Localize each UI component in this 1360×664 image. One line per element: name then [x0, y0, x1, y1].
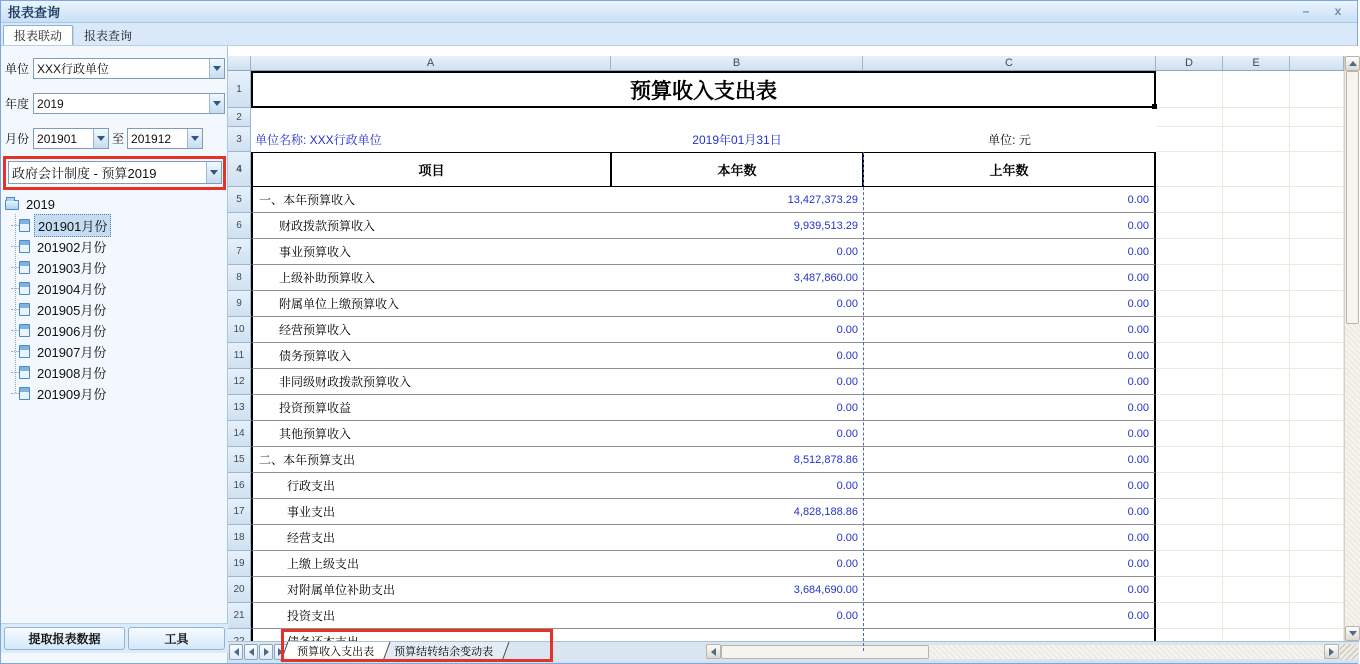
- row-number-cell[interactable]: 14: [228, 421, 251, 447]
- current-year-cell[interactable]: 0.00: [611, 395, 863, 421]
- table-row: [228, 291, 1344, 317]
- document-icon: [19, 282, 30, 295]
- item-label-cell[interactable]: 一、本年预算收入: [251, 187, 611, 213]
- item-label-cell[interactable]: 上缴上级支出: [251, 551, 611, 577]
- month-to-dropdown-icon[interactable]: [187, 129, 202, 148]
- current-year-cell[interactable]: 0.00: [611, 343, 863, 369]
- item-label-cell[interactable]: 上级补助预算收入: [251, 265, 611, 291]
- document-icon: [19, 303, 30, 316]
- month-label: 月份: [5, 132, 30, 146]
- current-year-cell[interactable]: 0.00: [611, 473, 863, 499]
- previous-year-cell[interactable]: 0.00: [863, 239, 1156, 265]
- previous-year-cell[interactable]: 0.00: [863, 395, 1156, 421]
- tree-item-201904月份[interactable]: 201904月份: [19, 278, 223, 299]
- current-year-cell[interactable]: 9,939,513.29: [611, 213, 863, 239]
- previous-year-header-cell[interactable]: 上年数: [863, 152, 1156, 187]
- document-icon: [19, 324, 30, 337]
- tree-item-201905月份[interactable]: 201905月份: [19, 299, 223, 320]
- unit-name-cell[interactable]: 单位名称: XXX行政单位: [255, 133, 382, 147]
- current-year-cell[interactable]: 0.00: [611, 525, 863, 551]
- previous-year-cell[interactable]: 0.00: [863, 603, 1156, 629]
- table-row: [228, 265, 1344, 291]
- item-label-cell[interactable]: 对附属单位补助支出: [251, 577, 611, 603]
- sheet-grid: [228, 56, 1344, 641]
- sheet-tab-2[interactable]: 预算结转结余变动表: [378, 642, 510, 661]
- tree-item-201902月份[interactable]: 201902月份: [19, 236, 223, 257]
- row-number-cell[interactable]: 11: [228, 343, 251, 369]
- scroll-down-icon[interactable]: [1345, 626, 1360, 641]
- title-row: [228, 71, 1344, 108]
- table-row: [228, 369, 1344, 395]
- period-tree: [5, 194, 223, 404]
- row-number-cell[interactable]: 8: [228, 265, 251, 291]
- open-folder-icon: [5, 200, 19, 210]
- current-year-header-cell[interactable]: 本年数: [611, 152, 863, 187]
- report-spreadsheet: [228, 46, 1359, 663]
- top-tab-1[interactable]: 报表联动: [3, 25, 73, 45]
- table-row: [228, 473, 1344, 499]
- document-icon: [19, 366, 30, 379]
- row-number-cell[interactable]: 19: [228, 551, 251, 577]
- row-number-cell[interactable]: 2: [228, 108, 251, 127]
- tree-root-2019[interactable]: [5, 194, 223, 215]
- tree-item-201903月份[interactable]: 201903月份: [19, 257, 223, 278]
- table-row: [228, 525, 1344, 551]
- previous-year-cell[interactable]: 0.00: [863, 343, 1156, 369]
- meta-row: [228, 127, 1344, 152]
- year-label: 年度: [5, 97, 30, 111]
- previous-year-cell[interactable]: 0.00: [863, 525, 1156, 551]
- table-row: [228, 603, 1344, 629]
- table-header-row: [228, 152, 1344, 187]
- table-row: [228, 499, 1344, 525]
- previous-year-cell[interactable]: 0.00: [863, 551, 1156, 577]
- previous-year-cell[interactable]: 0.00: [863, 473, 1156, 499]
- document-icon: [19, 240, 30, 253]
- item-label-cell[interactable]: 投资预算收益: [251, 395, 611, 421]
- page-break-line: [863, 152, 864, 651]
- window-title: 报表查询: [8, 5, 61, 20]
- year-dropdown-icon[interactable]: [209, 94, 224, 113]
- previous-year-cell[interactable]: 0.00: [863, 421, 1156, 447]
- year-value: 2019: [37, 96, 64, 111]
- current-year-cell[interactable]: 13,427,373.29: [611, 187, 863, 213]
- table-row: [228, 239, 1344, 265]
- title-bar: [1, 1, 1357, 23]
- month-from-dropdown-icon[interactable]: [93, 129, 108, 148]
- tree-connector-line: [15, 214, 16, 393]
- column-header-filler: [1290, 56, 1344, 71]
- to-label: 至: [112, 132, 125, 146]
- current-year-cell[interactable]: 8,512,878.86: [611, 447, 863, 473]
- row-number-cell[interactable]: 10: [228, 317, 251, 343]
- year-combobox[interactable]: [33, 93, 225, 114]
- item-label-cell[interactable]: 事业支出: [251, 499, 611, 525]
- sheet-nav-buttons: [229, 644, 288, 660]
- table-row: [228, 317, 1344, 343]
- column-header-row: [228, 56, 1344, 71]
- row-number-cell[interactable]: 5: [228, 187, 251, 213]
- table-row: [228, 343, 1344, 369]
- previous-sheet-button[interactable]: [244, 644, 258, 660]
- document-icon: [19, 219, 30, 232]
- accounting-scheme-value: 政府会计制度 - 预算2019: [12, 166, 157, 181]
- current-year-cell[interactable]: 0.00: [611, 239, 863, 265]
- scroll-right-icon[interactable]: [1324, 644, 1339, 659]
- unit-value: XXX行政单位: [37, 62, 110, 76]
- tree-item-201908月份[interactable]: 201908月份: [19, 362, 223, 383]
- top-tab-2[interactable]: 报表查询: [73, 25, 142, 45]
- vertical-scroll-thumb[interactable]: [1346, 71, 1359, 324]
- item-label-cell[interactable]: 非同级财政拨款预算收入: [251, 369, 611, 395]
- fill-handle[interactable]: [1152, 104, 1157, 109]
- previous-year-cell[interactable]: 0.00: [863, 317, 1156, 343]
- column-header-e[interactable]: E: [1223, 56, 1290, 71]
- extract-report-data-button[interactable]: 提取报表数据: [4, 627, 125, 650]
- document-icon: [19, 261, 30, 274]
- previous-year-cell[interactable]: 0.00: [863, 577, 1156, 603]
- row-number-cell[interactable]: 6: [228, 213, 251, 239]
- item-label-cell[interactable]: 债务预算收入: [251, 343, 611, 369]
- current-year-cell[interactable]: 3,487,860.00: [611, 265, 863, 291]
- item-label-cell[interactable]: 财政拨款预算收入: [251, 213, 611, 239]
- unit-note-cell[interactable]: 单位: 元: [988, 133, 1031, 147]
- previous-year-cell[interactable]: 0.00: [863, 499, 1156, 525]
- month-to-combobox[interactable]: [127, 128, 203, 149]
- horizontal-scroll-track[interactable]: [929, 645, 1324, 659]
- column-header-d[interactable]: D: [1156, 56, 1223, 71]
- row-number-cell[interactable]: 15: [228, 447, 251, 473]
- report-title-cell[interactable]: [251, 71, 1156, 108]
- row-number-cell[interactable]: 1: [228, 71, 251, 108]
- row-number-cell[interactable]: 20: [228, 577, 251, 603]
- next-sheet-button[interactable]: [259, 644, 273, 660]
- item-label-cell[interactable]: 附属单位上缴预算收入: [251, 291, 611, 317]
- row-number-cell[interactable]: 12: [228, 369, 251, 395]
- month-from-value: 201901: [37, 131, 78, 146]
- close-button[interactable]: x: [1334, 4, 1342, 18]
- row-number-cell[interactable]: 17: [228, 499, 251, 525]
- tree-root-label: 2019: [26, 197, 55, 212]
- column-header-c[interactable]: C: [863, 56, 1156, 71]
- item-label-cell[interactable]: 经营支出: [251, 525, 611, 551]
- vertical-scroll-track[interactable]: [1345, 324, 1360, 626]
- current-year-cell[interactable]: 0.00: [611, 291, 863, 317]
- minimize-button[interactable]: –: [1302, 4, 1310, 18]
- row-number-cell[interactable]: 9: [228, 291, 251, 317]
- table-row: [228, 551, 1344, 577]
- current-year-cell[interactable]: 4,828,188.86: [611, 499, 863, 525]
- previous-year-cell[interactable]: 0.00: [863, 291, 1156, 317]
- current-year-cell[interactable]: 0.00: [611, 421, 863, 447]
- table-row: [228, 577, 1344, 603]
- current-year-cell[interactable]: 3,684,690.00: [611, 577, 863, 603]
- sheet-tabs-annotation-box: [281, 629, 553, 662]
- item-label-cell[interactable]: 二、本年预算支出: [251, 447, 611, 473]
- current-year-cell[interactable]: 0.00: [611, 317, 863, 343]
- item-header-cell[interactable]: 项目: [251, 152, 611, 187]
- item-label-cell[interactable]: 经营预算收入: [251, 317, 611, 343]
- row-number-cell[interactable]: 18: [228, 525, 251, 551]
- previous-year-cell[interactable]: 0.00: [863, 447, 1156, 473]
- month-from-combobox[interactable]: [33, 128, 109, 149]
- tools-button[interactable]: 工具: [128, 627, 225, 650]
- row-number-cell[interactable]: 13: [228, 395, 251, 421]
- document-icon: [19, 387, 30, 400]
- previous-year-cell[interactable]: 0.00: [863, 213, 1156, 239]
- row-number-cell[interactable]: 4: [228, 152, 251, 187]
- column-header-b[interactable]: B: [611, 56, 863, 71]
- table-row: [228, 213, 1344, 239]
- item-label-cell[interactable]: 其他预算收入: [251, 421, 611, 447]
- scroll-up-icon[interactable]: [1345, 56, 1360, 71]
- current-year-cell[interactable]: 0.00: [611, 603, 863, 629]
- month-to-value: 201912: [131, 131, 172, 146]
- item-label-cell[interactable]: 投资支出: [251, 603, 611, 629]
- unit-dropdown-icon[interactable]: [209, 59, 224, 78]
- table-row: [228, 395, 1344, 421]
- content-area: [1, 46, 1357, 663]
- row-number-cell[interactable]: 7: [228, 239, 251, 265]
- row-number-cell[interactable]: 16: [228, 473, 251, 499]
- sidebar-button-bar: [1, 623, 228, 653]
- first-sheet-button[interactable]: [229, 644, 243, 660]
- unit-combobox[interactable]: [33, 58, 225, 79]
- table-row: [228, 187, 1344, 213]
- scheme-annotation-box: [3, 156, 226, 190]
- resize-grip[interactable]: [1340, 644, 1358, 660]
- column-header-a[interactable]: A: [251, 56, 611, 71]
- vertical-scrollbar[interactable]: [1344, 56, 1359, 641]
- previous-year-cell[interactable]: 0.00: [863, 265, 1156, 291]
- unit-label: 单位: [5, 62, 30, 76]
- report-date-cell[interactable]: 2019年01月31日: [692, 133, 782, 147]
- query-sidebar: [1, 46, 228, 663]
- row-number-cell[interactable]: 3: [228, 127, 251, 152]
- item-label-cell[interactable]: 事业预算收入: [251, 239, 611, 265]
- tree-item-201901月份[interactable]: 201901月份: [19, 215, 223, 236]
- scroll-left-icon[interactable]: [706, 644, 721, 659]
- tree-item-201909月份[interactable]: 201909月份: [19, 383, 223, 404]
- current-year-cell[interactable]: 0.00: [611, 551, 863, 577]
- tree-item-201907月份[interactable]: 201907月份: [19, 341, 223, 362]
- report-title: 预算收入支出表: [630, 79, 777, 103]
- item-label-cell[interactable]: 行政支出: [251, 473, 611, 499]
- previous-year-cell[interactable]: 0.00: [863, 187, 1156, 213]
- table-row: [228, 421, 1344, 447]
- document-icon: [19, 345, 30, 358]
- sheet-tab-1[interactable]: 预算收入支出表: [281, 642, 391, 661]
- previous-year-cell[interactable]: 0.00: [863, 369, 1156, 395]
- table-row: [228, 447, 1344, 473]
- select-all-corner[interactable]: [228, 56, 251, 71]
- spacer-row: [228, 108, 1344, 127]
- top-tab-strip: [1, 23, 1357, 46]
- current-year-cell[interactable]: 0.00: [611, 369, 863, 395]
- row-number-cell[interactable]: 21: [228, 603, 251, 629]
- tree-item-201906月份[interactable]: 201906月份: [19, 320, 223, 341]
- horizontal-scroll-thumb[interactable]: [721, 645, 929, 659]
